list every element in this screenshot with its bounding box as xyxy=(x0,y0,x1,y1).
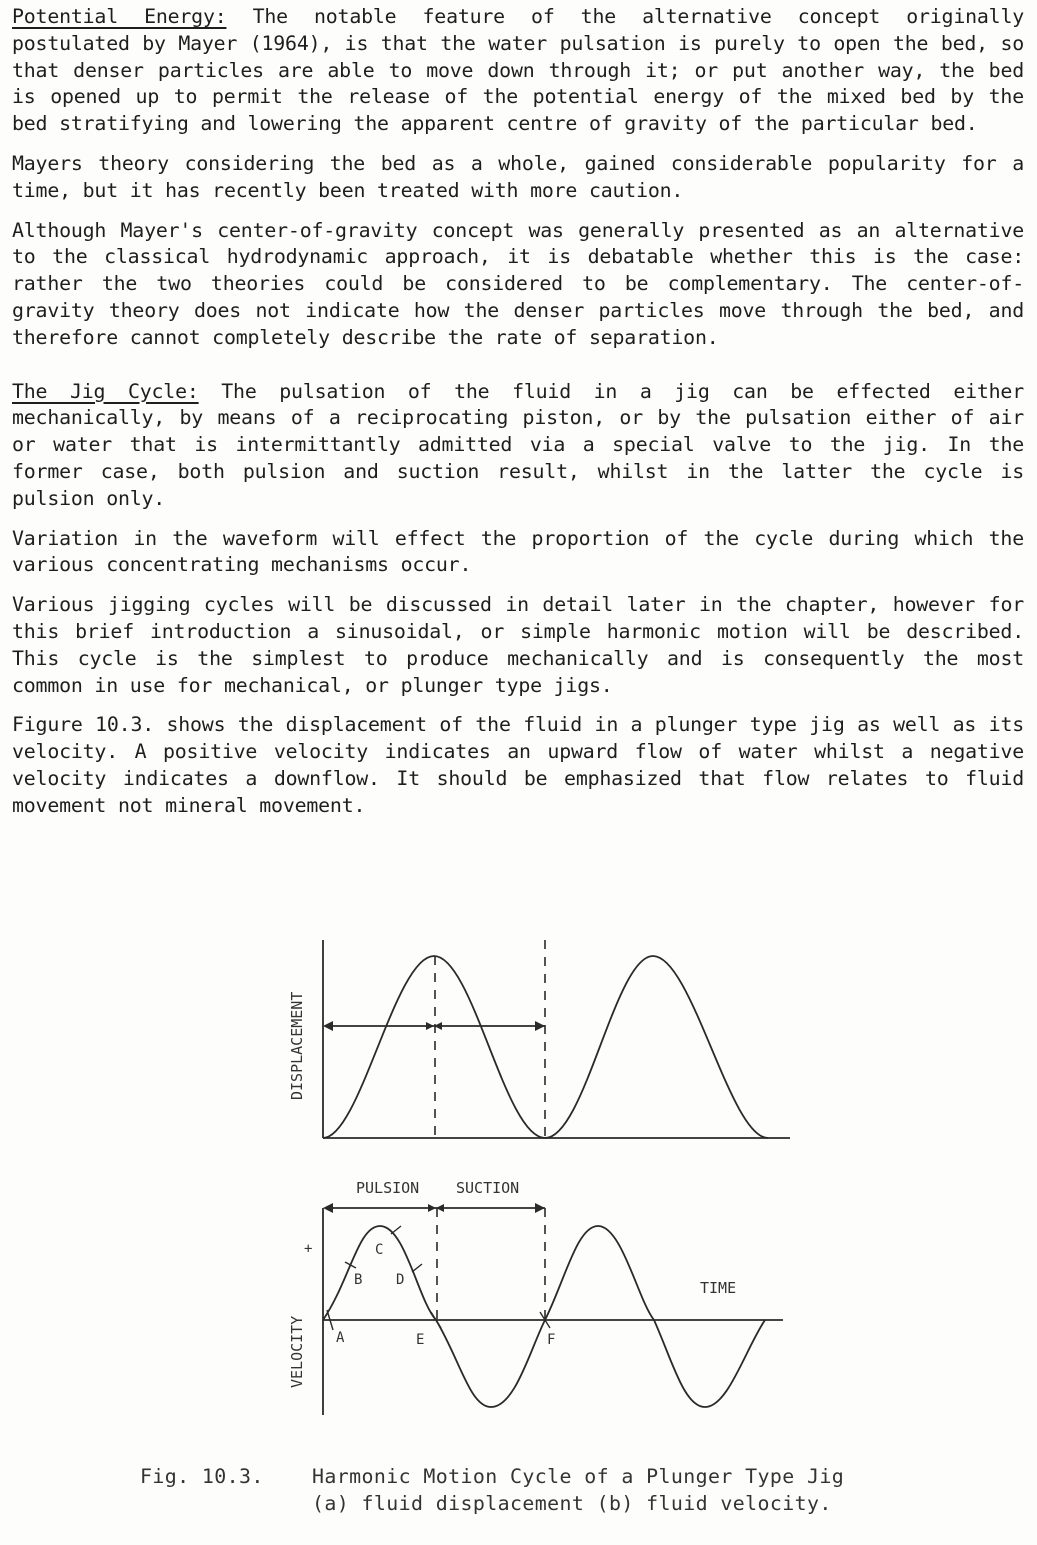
paragraph-waveform: Variation in the waveform will effect the proportion of the cycle during which the various concentrating mechanisms occur. xyxy=(12,526,1024,577)
heading-jig-cycle: The Jig Cycle: xyxy=(12,379,199,403)
caption-title: Harmonic Motion Cycle of a Plunger Type Jig xyxy=(312,1465,845,1488)
point-label-a: A xyxy=(336,1330,345,1346)
point-label-b: B xyxy=(354,1272,363,1288)
suction-label: SUCTION xyxy=(456,1179,520,1197)
caption-line-1 xyxy=(140,1463,960,1490)
caption-line-2: (a) fluid displacement (b) fluid velocity. xyxy=(312,1492,832,1515)
heading-potential-energy: Potential Energy: xyxy=(12,5,227,28)
paragraph-mayers-theory: Mayers theory considering the bed as a whole, gained considerable popularity for a time, but it has recently been treated with more caution. xyxy=(12,151,1024,202)
displacement-diagram xyxy=(323,940,790,1138)
pulsion-label: PULSION xyxy=(356,1179,420,1197)
paragraph-figure-description: Figure 10.3. shows the displacement of the fluid in a plunger type jig as well as its velocity. A positive velocity indicates an upward flow of water whilst a negative velocity indicates a downflow. It should be emphasized that flow relates to fluid movement not mineral movement. xyxy=(12,713,1024,817)
plus-sign-label: + xyxy=(304,1241,313,1257)
paragraph-center-of-gravity: Although Mayer's center-of-gravity concept was generally presented as an alternative to the classical hydrodynamic approach, it is debatable whether this is the case: rather the two theories could be considered to be complementary. The center-of-gravity theory does not indicate how the denser particles move through the bed, and therefore cannot completely describe the rate of separation. xyxy=(12,218,1024,349)
point-label-d: D xyxy=(396,1272,405,1288)
figure-caption xyxy=(140,1463,960,1517)
point-label-e: E xyxy=(416,1332,425,1348)
velocity-diagram xyxy=(323,1203,783,1415)
displacement-axis-label: DISPLACEMENT xyxy=(288,991,306,1100)
time-label: TIME xyxy=(700,1279,737,1297)
caption-number: Fig. 10.3. xyxy=(140,1465,264,1488)
paragraph-jigging-cycles: Various jigging cycles will be discussed in detail later in the chapter, however for this brief introduction a sinusoidal, or simple harmonic motion will be described. This cycle is the simplest to produce mechanically and is consequently the most common in use for mechanical, or plunger type jigs. xyxy=(12,593,1024,697)
velocity-axis-label: VELOCITY xyxy=(288,1315,306,1388)
point-label-c: C xyxy=(375,1242,384,1258)
point-label-f: F xyxy=(547,1332,556,1348)
paragraph-text: The pulsation of the fluid in a jig can be effected either mechanically, by means of a reciprocating piston, or by the pulsation either of air or water that is intermittantly admitted via a special valve to the jig. In the former case, both pulsion and suction result, whilst in the latter the cycle is pulsion only. xyxy=(12,379,1024,510)
paragraph-text: The notable feature of the alternative concept originally postulated by Mayer (1964), is that the water pulsation is purely to open the bed, so that denser particles are able to move down through it; or put another way, the bed is opened up to permit the release of the potential energy of the mixed bed by the bed stratifying and lowering the apparent centre of gravity of the particular bed. xyxy=(12,5,1024,136)
velocity-curve xyxy=(323,1226,765,1407)
